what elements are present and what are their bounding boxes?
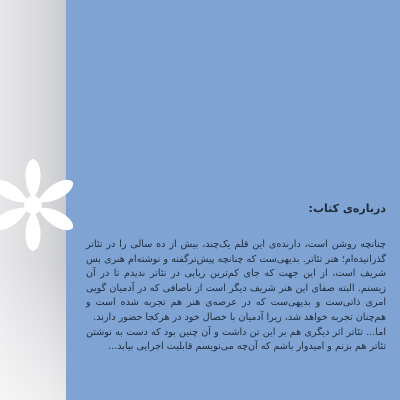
body-paragraph-2: اما... تئاتر اثر دیگری هم بر این تن داشت و آن چنین بود که دست به نوشتن تئاتر هم بزنم و امیدوار باشم که آن‌چه می‌نویسم قابلیت اجرایی بیابد... [86, 326, 386, 353]
body-paragraph-1: چنانچه روشن است، دارنده‌ی این قلم یک‌چند، بیش از ده سالی را در تئاتر گذرانیده‌ام؛ هنر تئاتر. بدیهی‌ست که چنانچه پیش‌ترگفته و نوشته‌ام هنری بس شریف است، از این جهت که جای کم‌ترین ریایی در تئاتر ندیدم تا در آن زیستم. البته صفای این هنر شریف دیگر است از ناصافی که در آدمیان گویی امری ذاتی‌ست و بدیهی‌ست که در عرصه‌ی هنر هم تجربه شده است و هم‌چنان تجربه خواهد شد، زیرا آدمیان با خصال خود در هرکجا حضور دارند. [86, 239, 386, 323]
white-flower-icon [0, 150, 88, 260]
about-book-section [86, 0, 386, 400]
section-body [86, 238, 386, 355]
section-heading: درباره‌ی کتاب: [308, 202, 386, 215]
